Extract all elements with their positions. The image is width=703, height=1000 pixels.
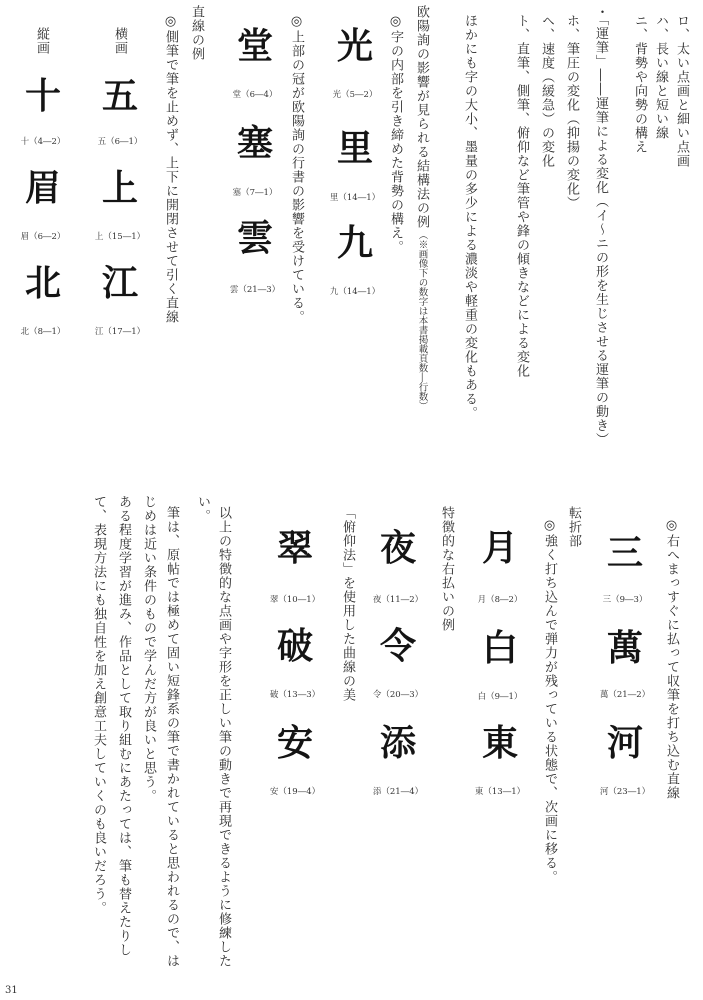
bottom-figure-glyph-1: 萬 [606, 627, 644, 669]
text-col-sokuhitsu: ◎側筆で筆を止めず、上下に開閉させて引く直線 [163, 14, 178, 324]
bottom-figure-caption-4: 白（9―1） [477, 692, 523, 702]
paragraph-line-6: て、表現方法にも独自性を加え創意工夫していくのも良いだろう。 [91, 495, 106, 915]
top-figure-caption-11: 北（8―1） [20, 327, 66, 337]
text-col-he: ヘ、速度（緩急）の変化 [539, 14, 554, 168]
bottom-figure-caption-1: 萬（21―2） [599, 690, 651, 700]
top-figure-caption-6: 五（6―1） [97, 137, 143, 147]
bottom-figure-glyph-0: 三 [606, 532, 644, 574]
top-figure-caption-5: 雲（21―3） [229, 285, 281, 295]
bottom-figure-glyph-7: 令 [379, 625, 417, 667]
top-figure-glyph-9: 十 [24, 75, 62, 117]
text-col-fugyo: 「俯仰法」を使用した曲線の美 [340, 506, 355, 702]
text-col-ho: ホ、筆圧の変化（抑揚の変化） [564, 14, 579, 210]
page-number: 31 [5, 985, 18, 996]
bottom-figure-caption-0: 三（9―3） [602, 595, 648, 605]
text-col-tsuyoku: ◎強く打ち込んで弾力が残っている状態で、次画に移る。 [542, 518, 557, 884]
top-figure-glyph-3: 堂 [236, 25, 274, 67]
bottom-figure-glyph-8: 添 [379, 722, 417, 764]
bottom-figure-glyph-10: 破 [276, 625, 314, 667]
top-figure-glyph-4: 塞 [236, 122, 274, 164]
bottom-figure-caption-3: 月（8―2） [477, 595, 523, 605]
top-figure-glyph-0: 光 [336, 25, 374, 67]
bottom-figure-glyph-5: 東 [481, 722, 519, 764]
bottom-figure-glyph-6: 夜 [379, 527, 417, 569]
bottom-figure-glyph-11: 安 [276, 722, 314, 764]
text-col-unpitsu: ・「運筆」――運筆による変化（イ～ニの形を生じさせる運筆の動き） [593, 5, 608, 447]
paragraph-line-1: 以上の特徴的な点画や字形を正しい筆の動きで再現できるように修練した [216, 506, 231, 968]
text-col-ni: ニ、背勢や向勢の構え [632, 14, 647, 154]
top-figure-glyph-6: 五 [101, 75, 139, 117]
top-figure-caption-1: 里（14―1） [329, 193, 381, 203]
bottom-figure-caption-6: 夜（11―2） [372, 595, 424, 605]
top-figure-glyph-8: 江 [101, 262, 139, 304]
top-figure-glyph-1: 里 [336, 127, 374, 169]
bottom-figure-caption-5: 東（13―1） [474, 787, 526, 797]
bottom-figure-caption-10: 破（13―3） [269, 690, 321, 700]
top-figure-caption-0: 光（5―2） [332, 90, 378, 100]
top-figure-glyph-7: 上 [101, 167, 139, 209]
text-col-ha: ハ、長い線と短い線 [653, 14, 668, 140]
top-figure-glyph-5: 雲 [236, 217, 274, 259]
paragraph-line-5: ある程度学習が進み、作品として取り組むにあたっては、筆も替えたりし [116, 495, 131, 957]
top-figure-caption-2: 九（14―1） [329, 287, 381, 297]
paragraph-line-3: 筆は、原帖では極めて固い短鋒系の筆で書かれていると思われるので、は [164, 506, 179, 968]
text-col-tensetsu: 転折部 [566, 506, 581, 548]
text-col-oyo-title: 欧陽詢の影響が見られる結構法の例 [414, 5, 429, 229]
paragraph-line-2: い。 [195, 495, 210, 523]
text-col-oyo-desc: ◎字の内部を引き締めた背勢の構え。 [388, 14, 403, 254]
top-figure-glyph-10: 眉 [24, 167, 62, 209]
text-col-kanmuri: ◎上部の冠が欧陽詢の行書の影響を受けている。 [289, 14, 304, 324]
top-figure-caption-3: 堂（6―4） [232, 90, 278, 100]
bottom-figure-caption-9: 翠（10―1） [269, 595, 321, 605]
paragraph-line-4: じめは近い条件のもので学んだ方が良いと思う。 [141, 495, 156, 803]
top-figure-glyph-2: 九 [336, 222, 374, 264]
bottom-figure-caption-11: 安（19―4） [269, 787, 321, 797]
top-figure-caption-7: 上（15―1） [94, 232, 146, 242]
bottom-figure-caption-2: 河（23―1） [599, 787, 651, 797]
top-figure-glyph-11: 北 [24, 262, 62, 304]
text-col-ro: ロ、太い点画と細い点画 [674, 14, 689, 168]
text-col-hoka: ほかにも字の大小、墨量の多少による濃淡や軽重の変化もある。 [462, 14, 477, 420]
text-col-migi: ◎右へまっすぐに払って収筆を打ち込む直線 [664, 518, 679, 800]
text-col-to: ト、直筆、側筆、俯仰など筆管や鋒の傾きなどによる変化 [514, 14, 529, 378]
top-figure-caption-10: 眉（6―2） [20, 232, 66, 242]
text-col-chokusen: 直線の例 [189, 5, 204, 61]
text-col-note: （※画像下の数字は本書掲載頁数―行数） [416, 230, 428, 411]
bottom-figure-caption-7: 令（20―3） [372, 690, 424, 700]
text-col-harai: 特徴的な右払いの例 [439, 506, 454, 632]
bottom-figure-glyph-3: 月 [481, 527, 519, 569]
top-figure-caption-9: 十（4―2） [20, 137, 66, 147]
label-tate: 縦画 [34, 27, 49, 55]
bottom-figure-glyph-4: 白 [481, 627, 519, 669]
label-yoko: 横画 [112, 27, 127, 55]
top-figure-caption-8: 江（17―1） [94, 327, 146, 337]
top-figure-caption-4: 塞（7―1） [232, 188, 278, 198]
bottom-figure-caption-8: 添（21―4） [372, 787, 424, 797]
bottom-figure-glyph-2: 河 [606, 722, 644, 764]
bottom-figure-glyph-9: 翠 [276, 527, 314, 569]
